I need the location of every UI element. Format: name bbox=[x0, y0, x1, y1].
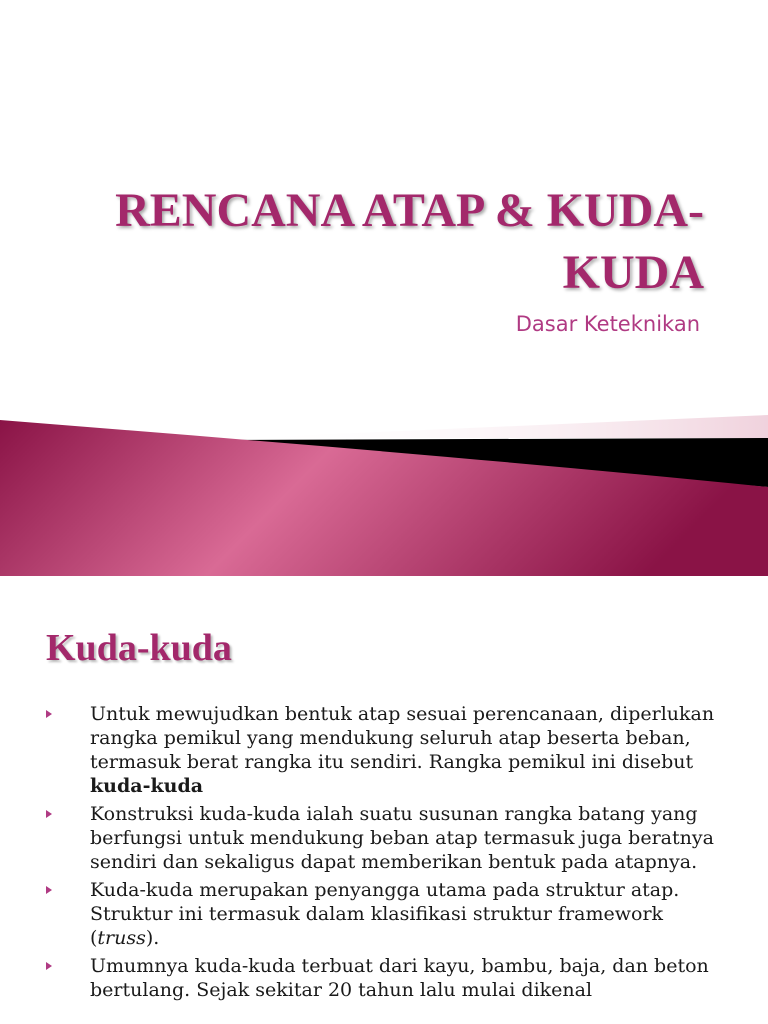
list-item bbox=[44, 802, 734, 874]
content-slide bbox=[0, 576, 768, 1024]
slide-subtitle: Dasar Keteknikan bbox=[515, 312, 700, 336]
triangle-bullet-icon bbox=[46, 962, 52, 970]
triangle-bullet-icon bbox=[46, 710, 52, 718]
section-title: Kuda-kuda bbox=[46, 627, 232, 669]
bullet-italic-term: truss bbox=[97, 927, 146, 949]
triangle-bullet-icon bbox=[46, 886, 52, 894]
list-item bbox=[44, 878, 734, 950]
list-item bbox=[44, 702, 734, 798]
bullet-text: Kuda-kuda merupakan penyangga utama pada struktur atap. Struktur ini termasuk dalam klasifikasi struktur framework ( bbox=[90, 879, 680, 949]
bullet-bold-term: kuda-kuda bbox=[90, 775, 204, 797]
swoosh-light-band bbox=[240, 415, 768, 438]
list-item bbox=[44, 954, 734, 1002]
bullet-list bbox=[44, 702, 734, 1006]
slide-title: RENCANA ATAP & KUDA-KUDA bbox=[115, 184, 704, 299]
bullet-text-after: ). bbox=[145, 927, 160, 949]
decorative-swoosh bbox=[0, 405, 768, 576]
triangle-bullet-icon bbox=[46, 810, 52, 818]
bullet-text: Konstruksi kuda-kuda ialah suatu susunan rangka batang yang berfungsi untuk mendukung beban atap termasuk juga beratnya sendiri dan sekaligus dapat memberikan bentuk pada atapnya. bbox=[90, 803, 714, 873]
bullet-text: Umumnya kuda-kuda terbuat dari kayu, bambu, baja, dan beton bertulang. Sejak sekitar 20 tahun lalu mulai dikenal bbox=[90, 955, 709, 1001]
bullet-text: Untuk mewujudkan bentuk atap sesuai perencanaan, diperlukan rangka pemikul yang mendukung seluruh atap beserta beban, termasuk berat rangka itu sendiri. Rangka pemikul ini disebut bbox=[90, 703, 715, 773]
